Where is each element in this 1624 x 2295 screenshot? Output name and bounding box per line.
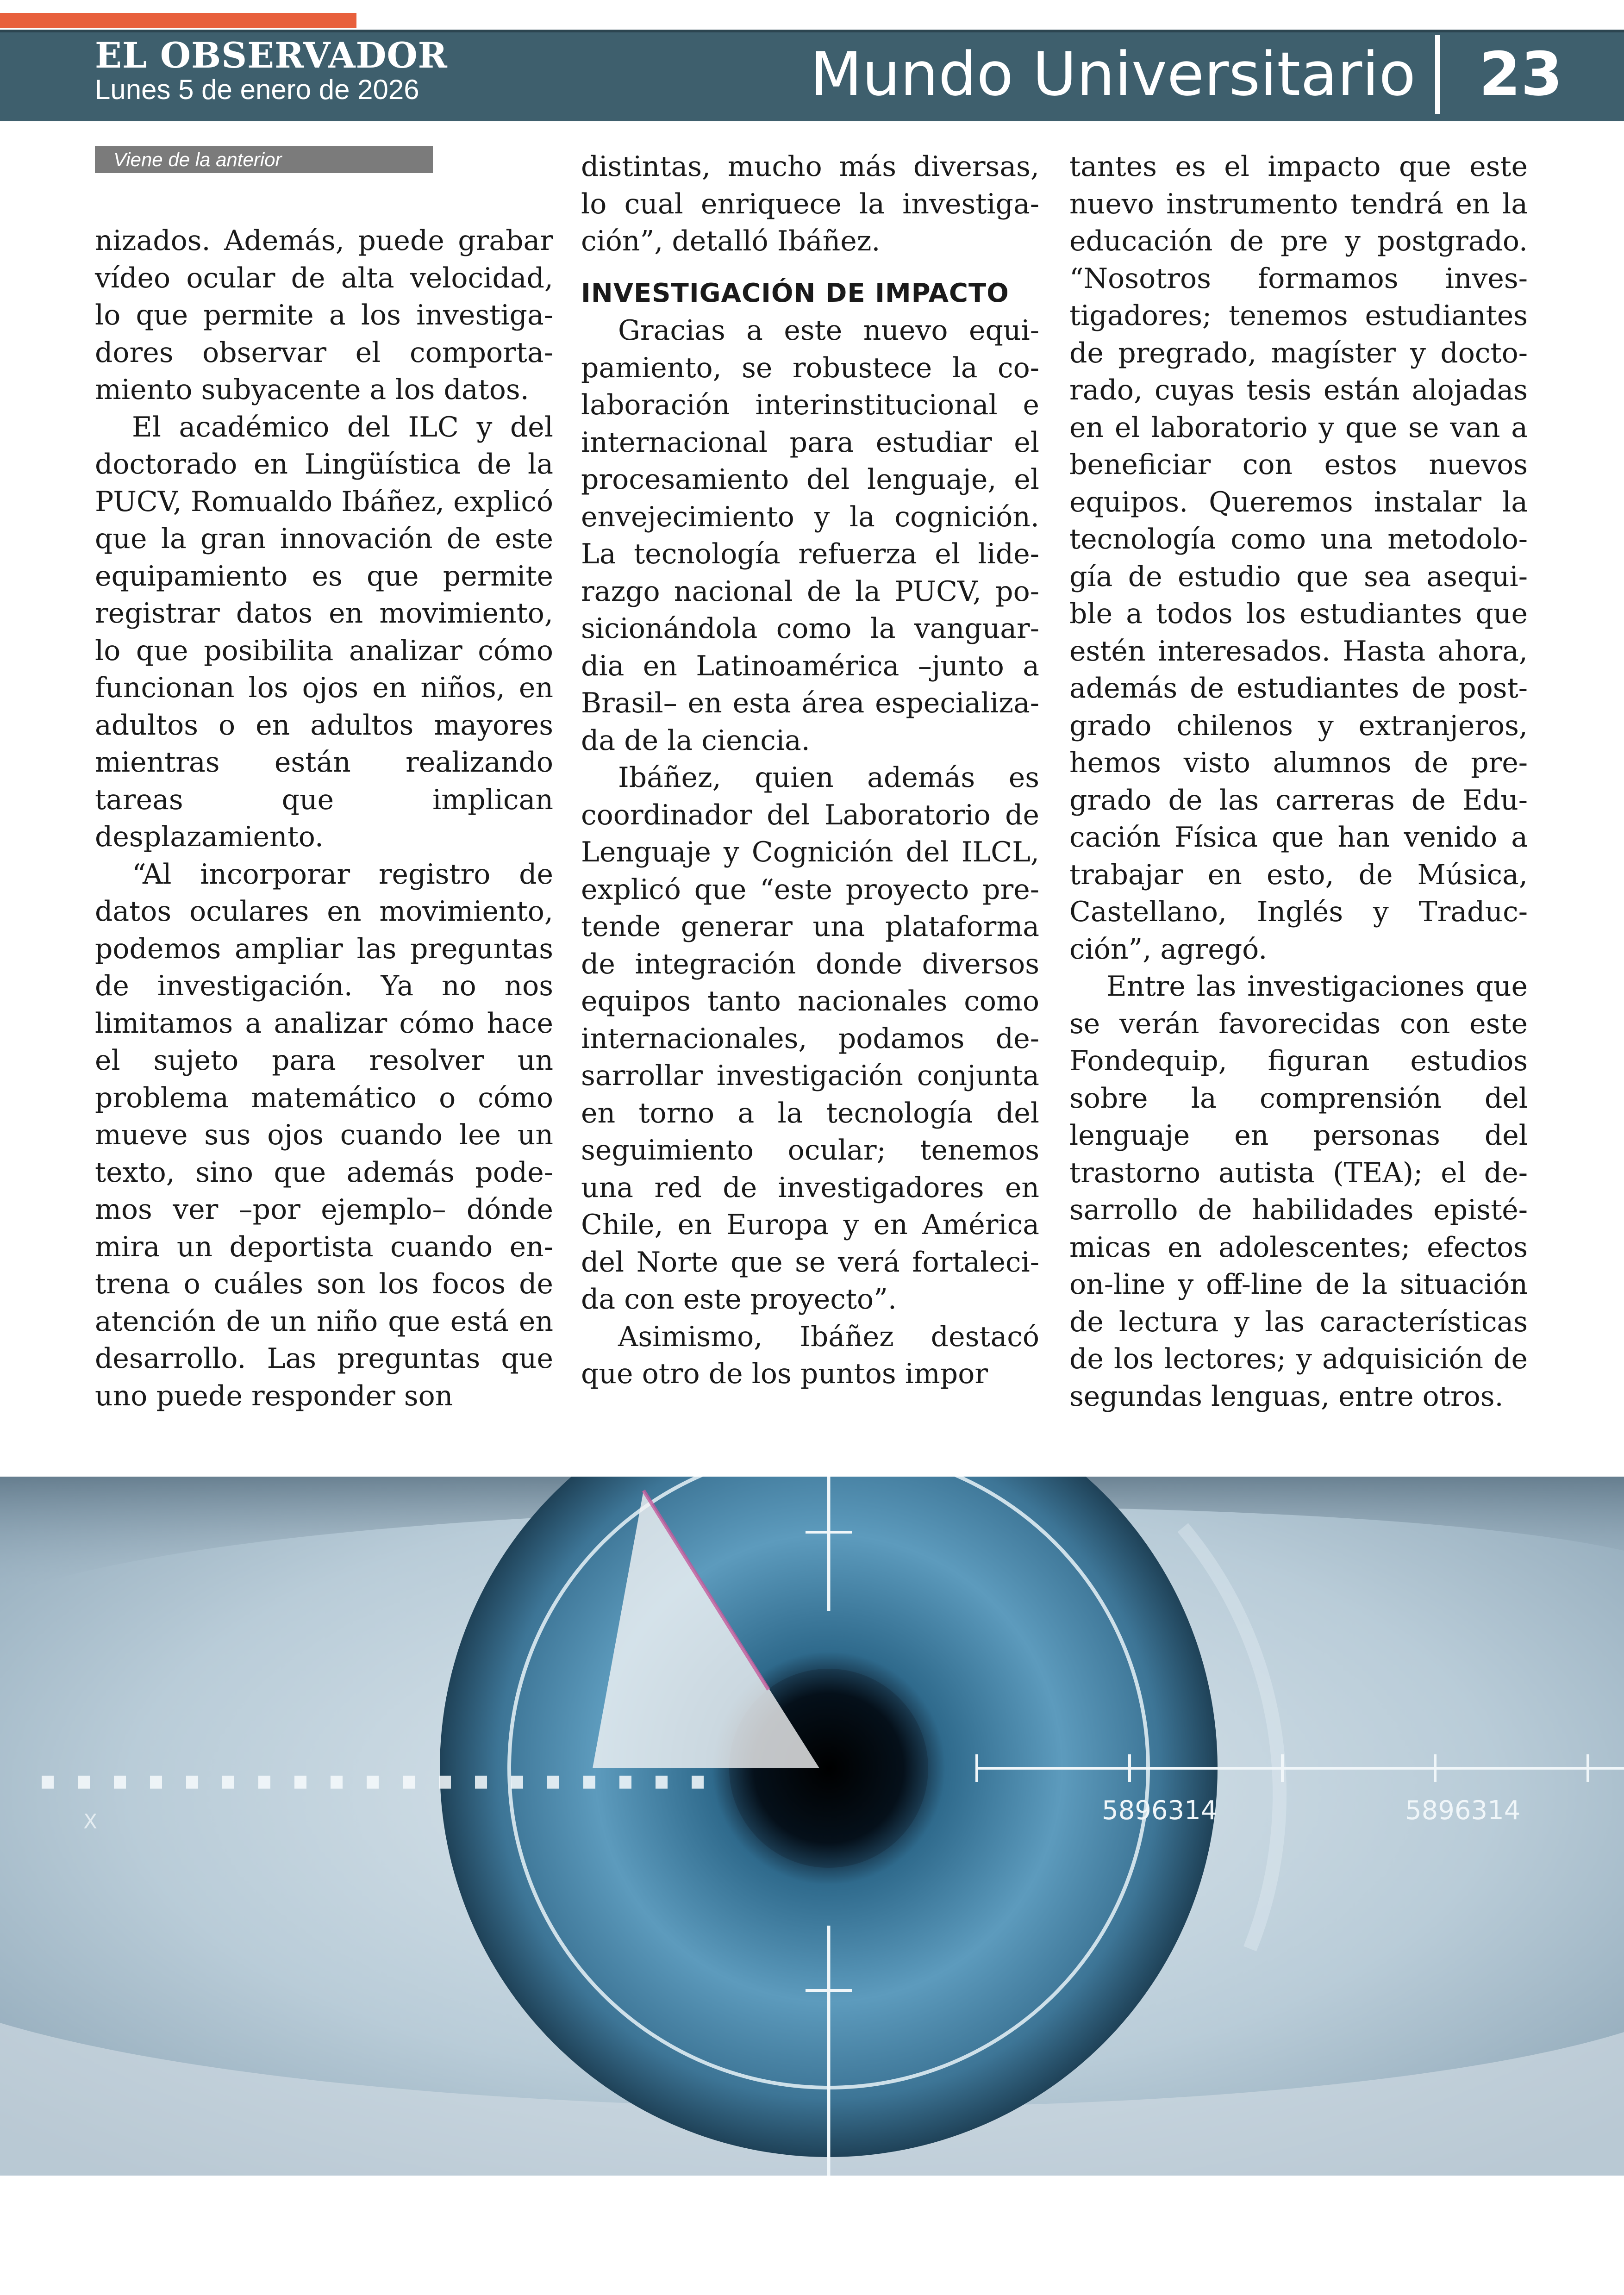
publication-brand (95, 36, 448, 105)
paragraph: distintas, mucho más diversas, lo cual enriquece la investigación”, detalló Ibáñez. (581, 150, 1039, 257)
section-subheading: INVESTIGACIÓN DE IMPACTO (581, 278, 1009, 308)
paragraph: “Al incorporar registro de datos oculares en movimiento, podemos ampliar las preguntas de investigación. Ya no nos limitamos a analizar cómo hace el sujeto para resolver un problema matemático o cómo mueve sus ojos cuando lee un texto, sino que además podemos ver –por ejemplo– dónde mira un deportista cuando entrena o cuáles son los focos de atención de un niño que está en desarrollo. Las preguntas que uno puede responder son (95, 858, 553, 1412)
eye-tracking-photo (0, 1477, 1624, 2176)
article-column-3 (1069, 148, 1528, 1415)
paragraph: Entre las investigaciones que se verán favorecidas con este Fondequip, figuran estudios sobre la comprensión del lenguaje en personas del trastorno autista (TEA); el desarrollo de habilidades epistémicas en adolescentes; efectos on-line y off-line de la situación de lectura y las características de los lectores; y adquisición de segundas lenguas, entre otros. (1069, 970, 1528, 1413)
eye-illustration (0, 1477, 1624, 2176)
publication-name: EL OBSERVADOR (95, 35, 448, 76)
publication-date: Lunes 5 de enero de 2026 (95, 74, 419, 105)
paragraph: Gracias a este nuevo equipamiento, se robustece la colaboración interinstitucional e internacional para estudiar el procesamiento del lenguaje, el envejecimiento y la cognición. La tecnología refuerza el liderazgo nacional de la PUCV, posicionándola como la vanguardia en Latinoamérica –junto a Brasil– en esta área especializada de la ciencia. (581, 314, 1039, 757)
paragraph: El académico del ILC y del doctorado en Lingüística de la PUCV, Romualdo Ibáñez, explicó que la gran innovación de este equipamiento es que permite registrar datos en movimiento, lo que posibilita analizar cómo funcionan los ojos en niños, en adultos o en adultos mayores mientras están realizando tareas que implican desplazamiento. (95, 411, 553, 853)
header-accent-bar (0, 13, 356, 28)
paragraph: Asimismo, Ibáñez destacó que otro de los puntos impor (581, 1320, 1039, 1390)
overlay-label: 5896314 (1405, 1796, 1521, 1826)
paragraph: nizados. Además, puede grabar vídeo ocular de alta velocidad, lo que permite a los investigadores observar el comportamiento subyacente a los datos. (95, 225, 553, 406)
paragraph: Ibáñez, quien además es coordinador del Laboratorio de Lenguaje y Cognición del ILCL, explicó que “este proyecto pretende generar una plataforma de integración donde diversos equipos tanto nacionales como internacionales, podamos desarrollar investigación conjunta en torno a la tecnología del seguimiento ocular; tenemos una red de investigadores en Chile, en Europa y en América del Norte que se verá fortalecida con este proyecto”. (581, 761, 1039, 1316)
continued-tag: Viene de la anterior (95, 146, 433, 173)
page-number: 23 (1479, 39, 1563, 109)
paragraph: tantes es el impacto que este nuevo instrumento tendrá en la educación de pre y postgrado. “Nosotros formamos investigadores; tenemos estudiantes de pregrado, magíster y doctorado, cuyas tesis están alojadas en el laboratorio y que se van a beneficiar con estos nuevos equipos. Queremos instalar la tecnología como una metodología de estudio que sea asequible a todos los estudiantes que estén interesados. Hasta ahora, además de estudiantes de postgrado chilenos y extranjeros, hemos visto alumnos de pregrado de las carreras de Educación Física que han venido a trabajar en esto, de Música, Castellano, Inglés y Traducción”, agregó. (1069, 150, 1528, 966)
overlay-label: 5896314 (1102, 1796, 1218, 1826)
article-column-1 (95, 222, 553, 1415)
article-column-2 (581, 148, 1039, 1393)
overlay-marker: X (83, 1810, 98, 1834)
header-divider (1435, 35, 1440, 114)
section-title: Mundo Universitario (810, 39, 1416, 109)
